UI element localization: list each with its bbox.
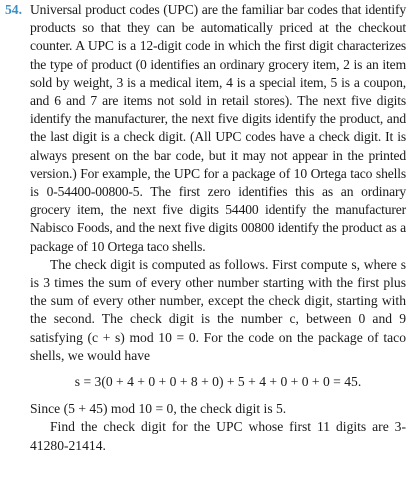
problem-number: 54.	[5, 2, 22, 17]
sum-equation: s = 3(0 + 4 + 0 + 0 + 8 + 0) + 5 + 4 + 0 + 0 + 0 = 45.	[74, 374, 362, 390]
exercise-question: Find the check digit for the UPC whose first 11 digits are 3-41280-21414.	[30, 419, 406, 453]
exercise-54	[5, 1, 406, 455]
check-digit-result: Since (5 + 45) mod 10 = 0, the check digit is 5.	[30, 401, 287, 417]
check-digit-paragraph: The check digit is computed as follows. First compute s, where s is 3 times the sum of every other number starting with the first plus the sum of every other number, except the check digit, starting with the second. The check digit is the number c, between 0 and 9 satisfying (c + s) mod 10 = 0. For the code on the package of taco shells, we would have	[30, 256, 406, 363]
upc-description-paragraph: Universal product codes (UPC) are the familiar bar codes that identify products so that they can be automatically priced at the checkout counter. A UPC is a 12-digit code in which the first digit characterizes the type of product (0 identifies an ordinary grocery item, 2 is an item sold by weight, 3 is a medical item, 4 is a special item, 5 is a coupon, and 6 and 7 are items not sold in retail stores). The next five digits identify the manufacturer, the next five digits identify the product, and the last digit is a check digit. (All UPC codes have a check digit. It is always present on the bar code, but it may not appear in the printed version.) For example, the UPC for a package of 10 Ortega taco shells is 0-54400-00800-5. The first zero identifies this as an ordinary grocery item, the next five digits 54400 identify the manufacturer Nabisco Foods, and the next five digits 00800 identify the product as a package of 10 Ortega taco shells.	[30, 2, 406, 254]
